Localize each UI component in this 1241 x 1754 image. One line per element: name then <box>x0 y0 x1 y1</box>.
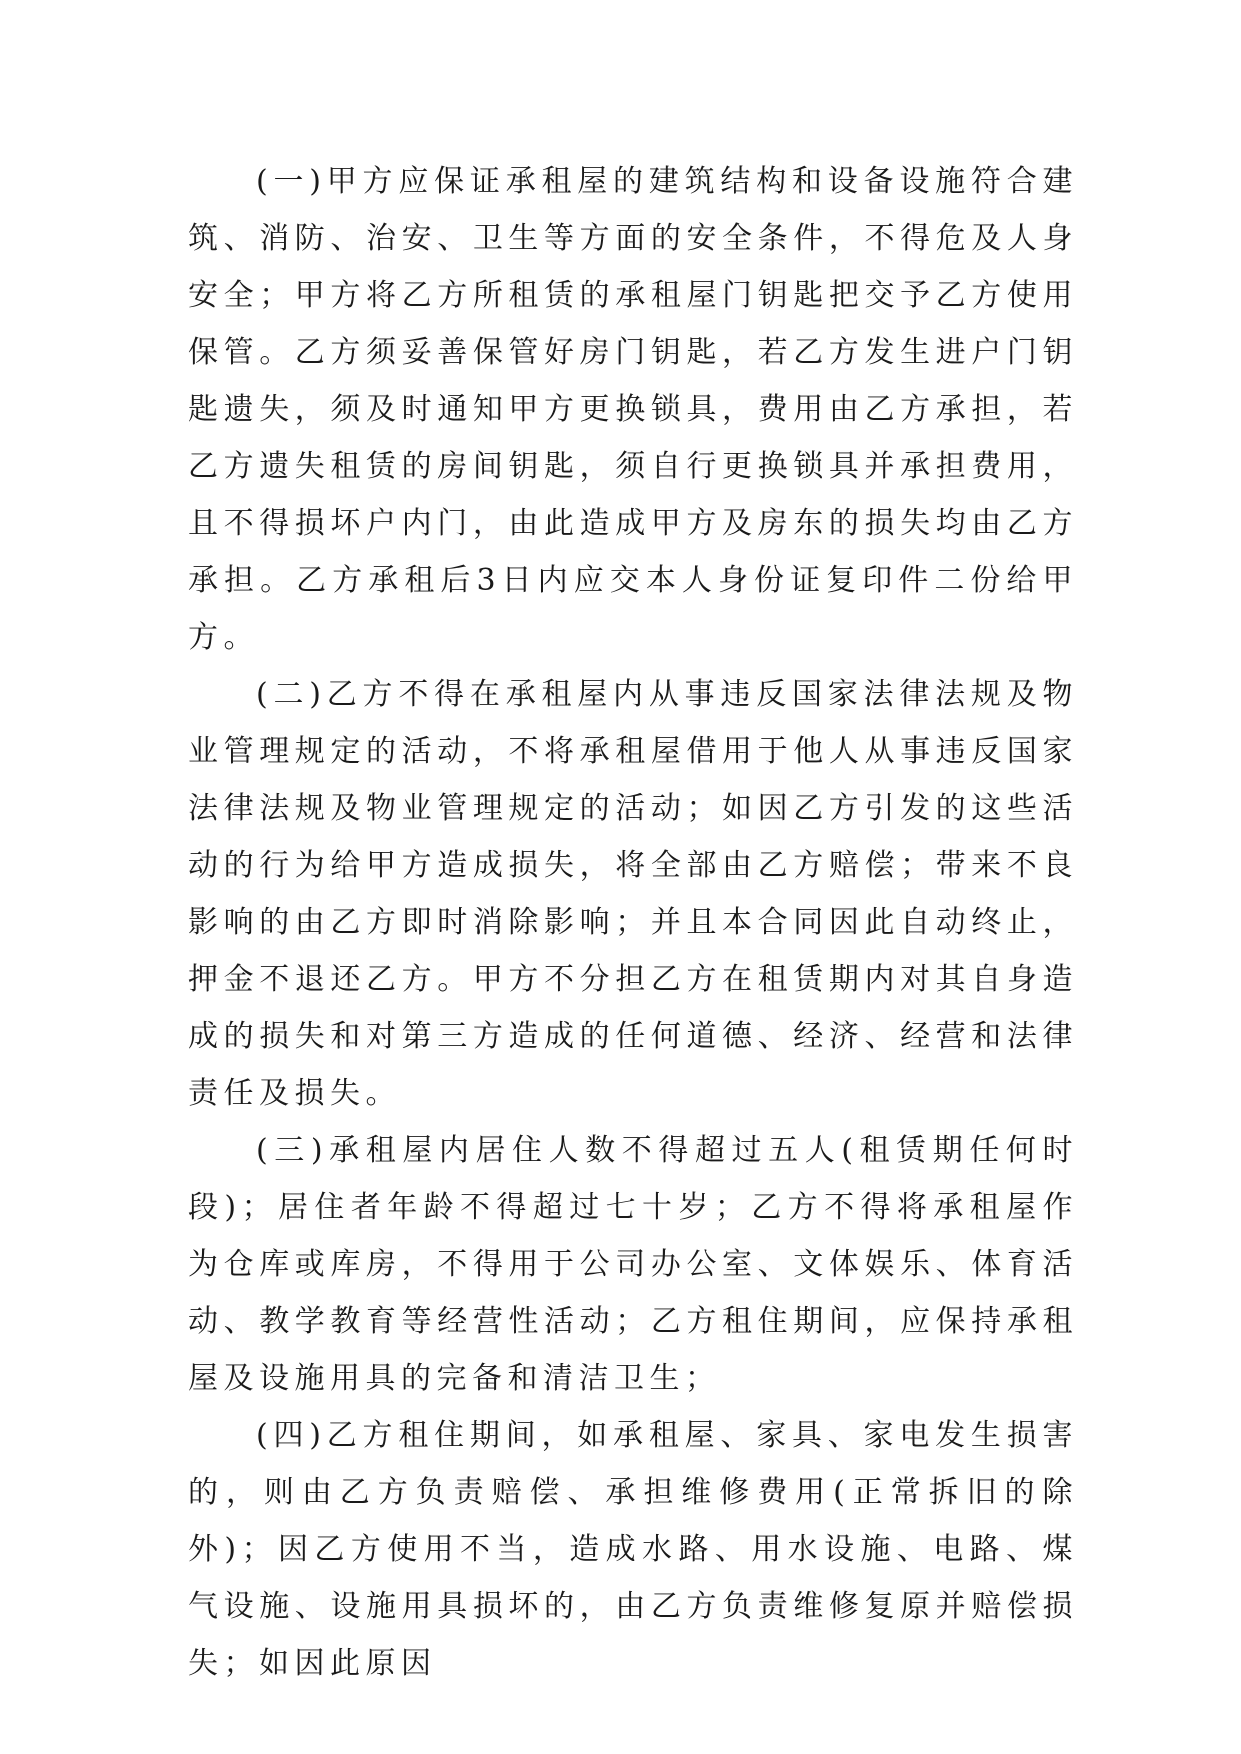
document-body <box>188 153 1078 1692</box>
clause-1-paragraph: (一)甲方应保证承租屋的建筑结构和设备设施符合建筑、消防、治安、卫生等方面的安全条件，不得危及人身安全；甲方将乙方所租赁的承租屋门钥匙把交予乙方使用保管。乙方须妥善保管好房门钥匙，若乙方发生进户门钥匙遗失，须及时通知甲方更换锁具，费用由乙方承担，若乙方遗失租赁的房间钥匙，须自行更换锁具并承担费用，且不得损坏户内门，由此造成甲方及房东的损失均由乙方承担。乙方承租后3日内应交本人身份证复印件二份给甲方。 <box>188 164 1078 655</box>
clause-3-paragraph: (三)承租屋内居住人数不得超过五人(租赁期任何时段)；居住者年龄不得超过七十岁；乙方不得将承租屋作为仓库或库房，不得用于公司办公室、文体娱乐、体育活动、教学教育等经营性活动；乙方租住期间，应保持承租屋及设施用具的完备和清洁卫生； <box>188 1133 1078 1396</box>
clause-4-paragraph: (四)乙方租住期间，如承租屋、家具、家电发生损害的，则由乙方负责赔偿、承担维修费用(正常拆旧的除外)；因乙方使用不当，造成水路、用水设施、电路、煤气设施、设施用具损坏的，由乙方负责维修复原并赔偿损失；如因此原因 <box>188 1418 1078 1681</box>
clause-2-paragraph: (二)乙方不得在承租屋内从事违反国家法律法规及物业管理规定的活动，不将承租屋借用于他人从事违反国家法律法规及物业管理规定的活动；如因乙方引发的这些活动的行为给甲方造成损失，将全部由乙方赔偿；带来不良影响的由乙方即时消除影响；并且本合同因此自动终止，押金不退还乙方。甲方不分担乙方在租赁期内对其自身造成的损失和对第三方造成的任何道德、经济、经营和法律责任及损失。 <box>188 677 1078 1111</box>
